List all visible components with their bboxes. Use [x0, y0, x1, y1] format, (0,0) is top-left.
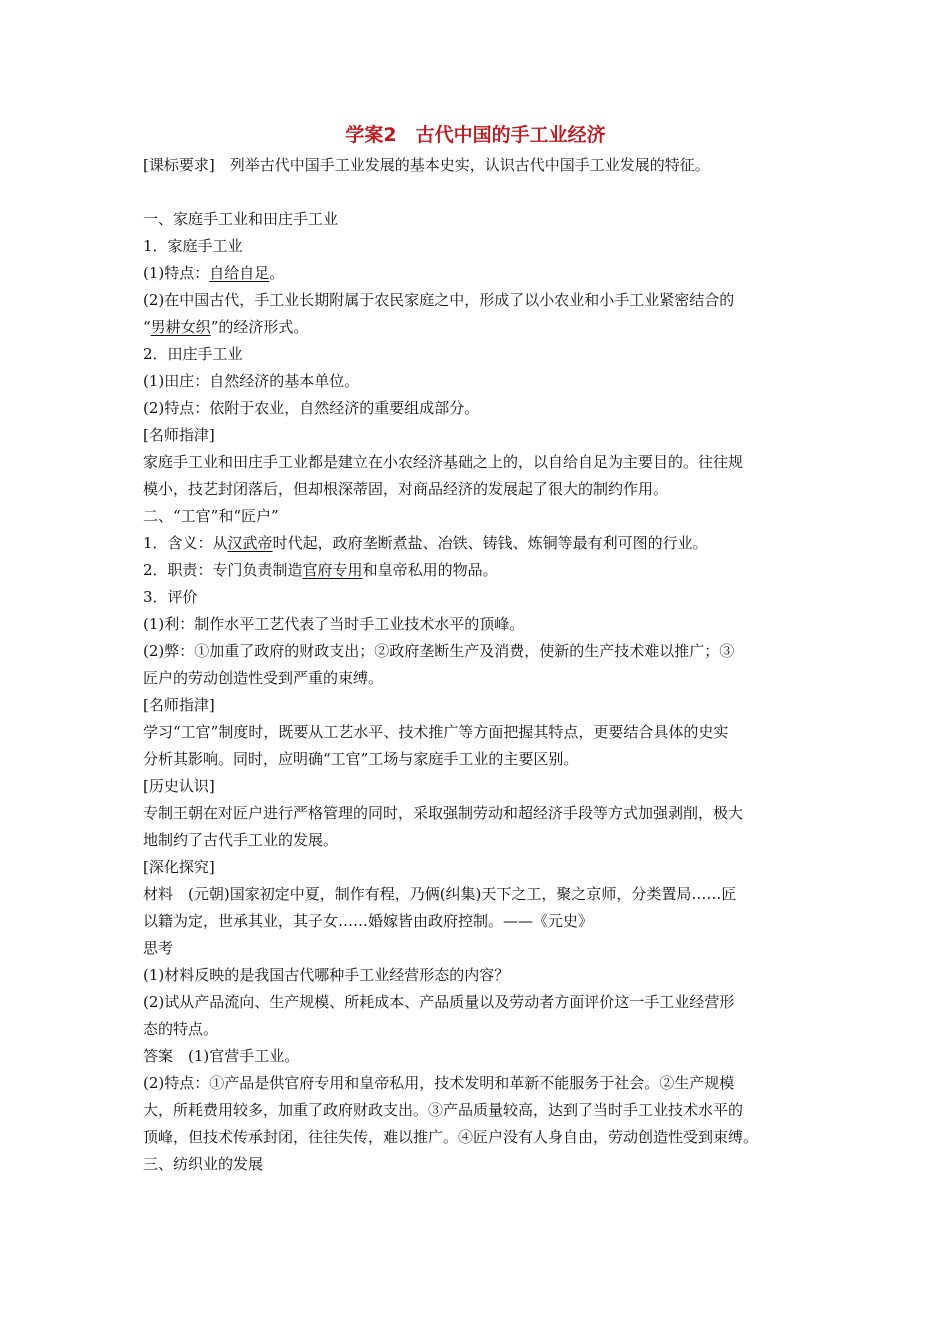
s1-tip-label: [名师指津] [143, 426, 215, 444]
s2-history-b: 地制约了古代手工业的发展。 [143, 831, 339, 849]
s2-tip-a: 学习“工官”制度时，既要从工艺水平、技术推广等方面把握其特点，更要结合具体的史实 [143, 723, 729, 741]
section-2-heading: 二、“工官”和“匠户” [143, 507, 279, 525]
underlined-term: 男耕女织 [150, 318, 211, 336]
s2-material-a: 材料 (元朝)国家初定中夏，制作有程，乃俩(纠集)天下之工，聚之京师，分类置局……匠 [143, 885, 737, 903]
s2-answer-2-c: 顶峰，但技术传承封闭，往往失传，难以推广。④匠户没有人身自由，劳动创造性受到束缚。 [143, 1128, 759, 1146]
s2-point-3-title: 3．评价 [143, 588, 198, 606]
requirement-text: 列举古代中国手工业发展的基本史实，认识古代中国手工业发展的特征。 [214, 156, 710, 174]
s2-question-2-a: (2)试从产品流向、生产规模、所耗成本、产品质量以及劳动者方面评价这一手工业经营形 [143, 993, 735, 1011]
s2-question-1: (1)材料反映的是我国古代哪种手工业经营形态的内容？ [143, 966, 510, 984]
s2-think-label: 思考 [143, 939, 174, 957]
blank-line [143, 179, 808, 206]
s1-point-2-2: (2)特点：依附于农业，自然经济的重要组成部分。 [143, 399, 480, 417]
s2-point-3-2-b: 匠户的劳动创造性受到严重的束缚。 [143, 669, 384, 687]
s2-tip-b: 分析其影响。同时，应明确“工官”工场与家庭手工业的主要区别。 [143, 750, 579, 768]
s2-history-label: [历史认识] [143, 777, 215, 795]
document-title: 学案2 古代中国的手工业经济 [345, 124, 606, 146]
curriculum-requirement [143, 152, 808, 179]
text-run: 2．职责：专门负责制造 [143, 561, 303, 579]
section-1-heading: 一、家庭手工业和田庄手工业 [143, 210, 339, 228]
s2-explore-label: [深化探究] [143, 858, 215, 876]
text-run: 和皇帝私用的物品。 [362, 561, 498, 579]
s2-point-1 [143, 530, 808, 557]
s2-point-3-2-a: (2)弊：①加重了政府的财政支出；②政府垄断生产及消费，使新的生产技术难以推广；③ [143, 642, 735, 660]
text-run: 时代起，政府垄断煮盐、冶铁、铸钱、炼铜等最有利可图的行业。 [272, 534, 708, 552]
s1-point-1-title: 1．家庭手工业 [143, 237, 243, 255]
s2-answer-2-a: (2)特点：①产品是供官府专用和皇帝私用，技术发明和革新不能服务于社会。②生产规模 [143, 1074, 735, 1092]
s2-question-2-b: 态的特点。 [143, 1020, 219, 1038]
text-run: (1)特点： [143, 264, 210, 282]
underlined-term: 官府专用 [302, 561, 363, 579]
s1-tip-b: 模小，技艺封闭落后，但却根深蒂固，对商品经济的发展起了很大的制约作用。 [143, 480, 669, 498]
s2-point-2 [143, 557, 808, 584]
underlined-term: 自给自足 [209, 264, 270, 282]
s1-point-2-1: (1)田庄：自然经济的基本单位。 [143, 372, 360, 390]
s1-point-1-2-a: (2)在中国古代，手工业长期附属于农民家庭之中，形成了以小农业和小手工业紧密结合的 [143, 291, 735, 309]
s1-point-1-2-b [143, 314, 808, 341]
s1-point-1-1 [143, 260, 808, 287]
text-run: ”的经济形式。 [210, 318, 309, 336]
section-3-heading: 三、纺织业的发展 [143, 1155, 264, 1173]
s2-tip-label: [名师指津] [143, 696, 215, 714]
document-page [143, 118, 808, 1178]
text-run: “ [143, 318, 151, 336]
s1-tip-a: 家庭手工业和田庄手工业都是建立在小农经济基础之上的，以自给自足为主要目的。往往规 [143, 453, 744, 471]
s2-answer-1: 答案 (1)官营手工业。 [143, 1047, 300, 1065]
s2-material-b: 以籍为定，世承其业，其子女……婚嫁皆由政府控制。——《元史》 [143, 912, 594, 930]
underlined-term: 汉武帝 [227, 534, 273, 552]
s2-history-a: 专制王朝在对匠户进行严格管理的同时，采取强制劳动和超经济手段等方式加强剥削，极大 [143, 804, 744, 822]
text-run: 1．含义：从 [143, 534, 228, 552]
s2-answer-2-b: 大，所耗费用较多，加重了政府财政支出。③产品质量较高，达到了当时手工业技术水平的 [143, 1101, 744, 1119]
s1-point-2-title: 2．田庄手工业 [143, 345, 243, 363]
s2-point-3-1: (1)利：制作水平工艺代表了当时手工业技术水平的顶峰。 [143, 615, 525, 633]
requirement-label: [课标要求] [143, 156, 215, 174]
text-run: 。 [269, 264, 285, 282]
